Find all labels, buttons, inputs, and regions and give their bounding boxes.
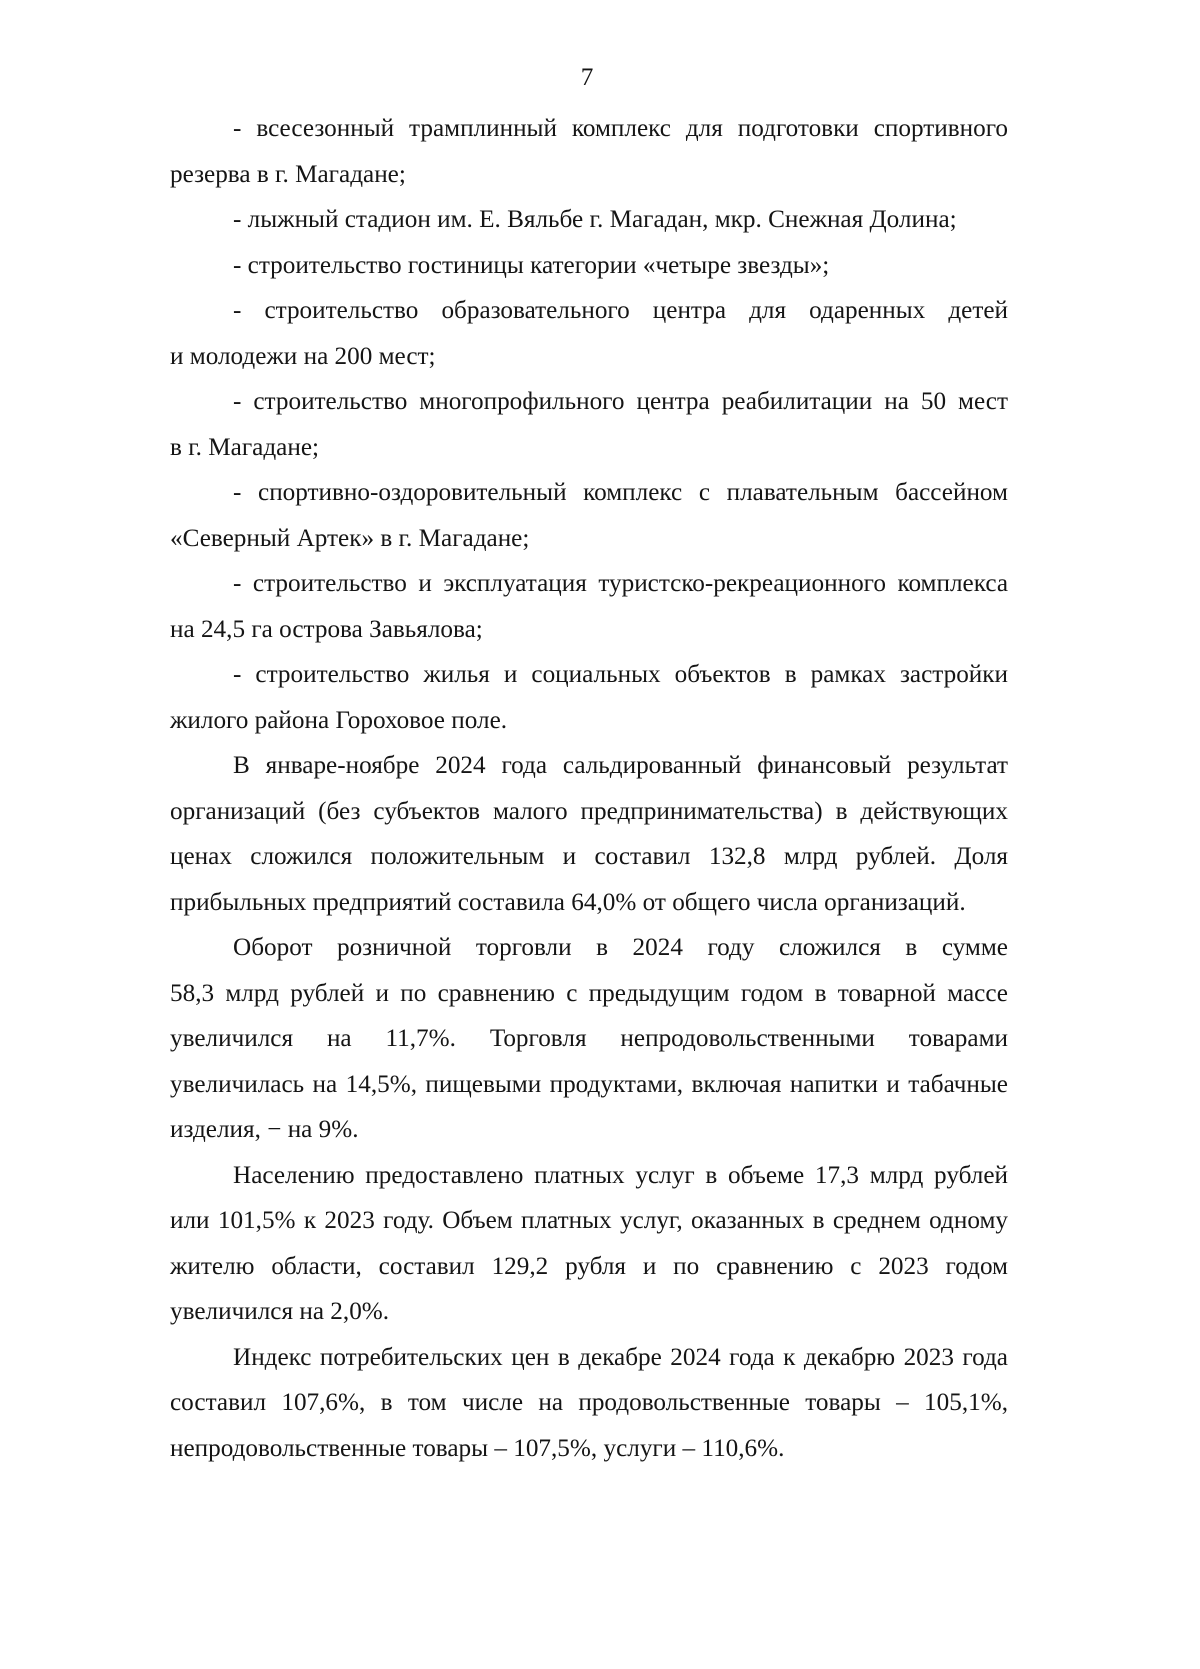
text-line: - строительство и эксплуатация туристско-рекреационного комплекса bbox=[233, 570, 1008, 597]
list-item bbox=[170, 652, 1008, 743]
text-line: жилого района Гороховое поле. bbox=[170, 706, 508, 734]
text-line: 58,3 млрд рублей и по сравнению с предыдущим годом в товарной массе bbox=[170, 979, 1008, 1007]
text-line: В январе-ноябре 2024 года сальдированный финансовый результат bbox=[233, 752, 1008, 779]
text-line: жителю области, составил 129,2 рубля и по сравнению с 2023 годом bbox=[170, 1252, 1008, 1280]
list-item bbox=[170, 470, 1008, 561]
paragraph-paid-services bbox=[170, 1153, 1008, 1335]
text-line: увеличился на 2,0%. bbox=[170, 1298, 390, 1325]
text-line: - всесезонный трамплинный комплекс для подготовки спортивного bbox=[233, 115, 1008, 142]
text-line: или 101,5% к 2023 году. Объем платных услуг, оказанных в среднем одному bbox=[170, 1207, 1008, 1234]
text-line: Населению предоставлено платных услуг в объеме 17,3 млрд рублей bbox=[233, 1161, 1008, 1189]
list-item bbox=[170, 379, 1008, 470]
page-number: 7 bbox=[580, 64, 594, 91]
text-line: «Северный Артек» в г. Магадане; bbox=[170, 524, 530, 552]
list-item bbox=[170, 243, 1008, 289]
list-item bbox=[170, 288, 1008, 379]
text-line: и молодежи на 200 мест; bbox=[170, 342, 436, 370]
text-line: увеличилась на 14,5%, пищевыми продуктами, включая напитки и табачные bbox=[170, 1070, 1008, 1098]
text-line: изделия, − на 9%. bbox=[170, 1116, 359, 1143]
paragraph-retail-turnover bbox=[170, 925, 1008, 1153]
text-line: - спортивно-оздоровительный комплекс с плавательным бассейном bbox=[233, 479, 1008, 506]
list-item bbox=[170, 106, 1008, 197]
paragraph-consumer-price-index bbox=[170, 1335, 1008, 1472]
text-line: - строительство гостиницы категории «четыре звезды»; bbox=[233, 251, 830, 279]
text-line: Индекс потребительских цен в декабре 2024 года к декабрю 2023 года bbox=[233, 1343, 1008, 1371]
text-line: составил 107,6%, в том числе на продовольственные товары – 105,1%, bbox=[170, 1389, 1008, 1416]
text-line: непродовольственные товары – 107,5%, услуги – 110,6%. bbox=[170, 1434, 785, 1462]
list-item bbox=[170, 197, 1008, 243]
list-item bbox=[170, 561, 1008, 652]
text-line: в г. Магадане; bbox=[170, 433, 320, 461]
text-line: - строительство многопрофильного центра реабилитации на 50 мест bbox=[233, 388, 1008, 415]
text-line: организаций (без субъектов малого предпринимательства) в действующих bbox=[170, 797, 1008, 825]
document-body bbox=[170, 106, 1008, 1471]
text-line: - лыжный стадион им. Е. Вяльбе г. Магадан, мкр. Снежная Долина; bbox=[233, 206, 957, 233]
text-line: на 24,5 га острова Завьялова; bbox=[170, 615, 483, 643]
text-line: ценах сложился положительным и составил 132,8 млрд рублей. Доля bbox=[170, 843, 1008, 870]
text-line: увеличился на 11,7%. Торговля непродовольственными товарами bbox=[170, 1025, 1008, 1052]
text-line: - строительство образовательного центра для одаренных детей bbox=[233, 297, 1008, 324]
text-line: - строительство жилья и социальных объектов в рамках застройки bbox=[233, 661, 1008, 688]
text-line: резерва в г. Магадане; bbox=[170, 160, 406, 188]
text-line: Оборот розничной торговли в 2024 году сложился в сумме bbox=[233, 934, 1008, 961]
paragraph-financial-result bbox=[170, 743, 1008, 925]
text-line: прибыльных предприятий составила 64,0% от общего числа организаций. bbox=[170, 888, 966, 916]
